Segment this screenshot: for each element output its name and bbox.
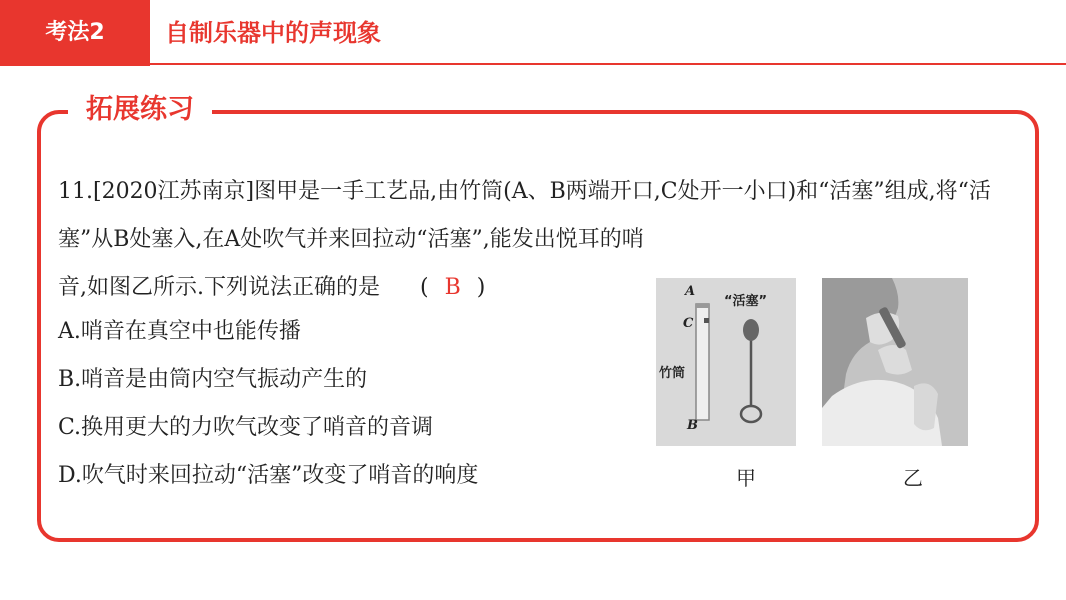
question-stem-end: 音,如图乙所示.下列说法正确的是 bbox=[58, 275, 380, 300]
label-a: A bbox=[685, 284, 696, 299]
caption-yi: 乙 bbox=[903, 466, 923, 490]
header-title: 自制乐器中的声现象 bbox=[165, 19, 381, 47]
label-piston: “活塞” bbox=[724, 294, 768, 309]
section-label: 拓展练习 bbox=[68, 88, 212, 132]
label-b: B bbox=[687, 418, 698, 433]
person-blowing-whistle-photo bbox=[822, 278, 968, 446]
answer-paren-close: ) bbox=[476, 275, 486, 300]
caption-jia: 甲 bbox=[736, 466, 756, 490]
option-b: B.哨音是由筒内空气振动产生的 bbox=[58, 367, 368, 392]
option-d: D.吹气时来回拉动“活塞”改变了哨音的响度 bbox=[58, 463, 479, 488]
header-divider bbox=[150, 63, 1066, 65]
answer-value: B bbox=[444, 275, 461, 300]
option-a: A.哨音在真空中也能传播 bbox=[58, 319, 301, 344]
figure-yi-image bbox=[822, 278, 968, 446]
header-tag: 考法2 bbox=[0, 0, 150, 66]
label-tube: 竹筒 bbox=[659, 366, 686, 381]
label-c: C bbox=[683, 316, 694, 331]
answer-paren-open: ( bbox=[420, 275, 429, 300]
figure-jia-image bbox=[656, 278, 796, 446]
option-c: C.换用更大的力吹气改变了哨音的音调 bbox=[58, 415, 434, 440]
question-stem-end-line bbox=[58, 264, 485, 312]
question-stem: 11.[2020江苏南京]图甲是一手工艺品,由竹筒(A、B两端开口,C处开一小口)和“活塞”组成,将“活塞”从B处塞入,在A处吹气并来回拉动“活塞”,能发出悦耳的哨 bbox=[58, 179, 991, 252]
